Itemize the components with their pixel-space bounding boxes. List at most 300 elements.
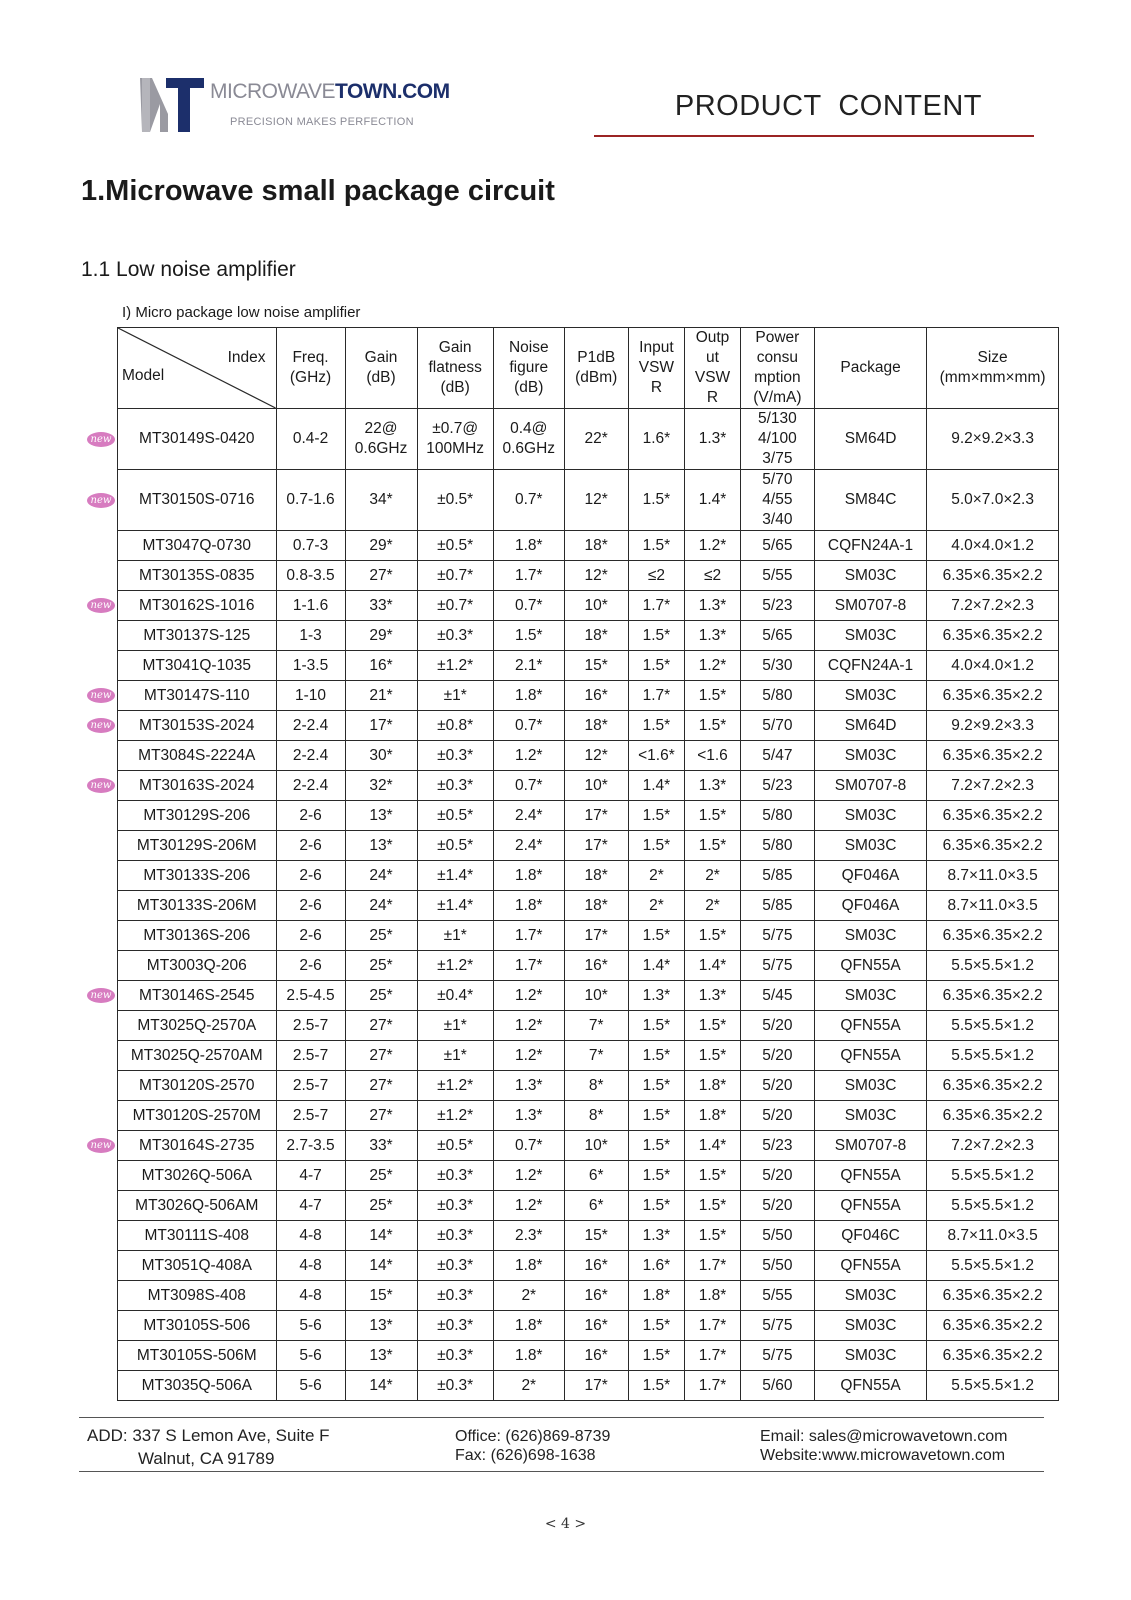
new-badge: new — [87, 778, 115, 793]
spec-cell: 25* — [345, 921, 417, 951]
spec-cell: 1.3* — [493, 1101, 564, 1131]
spec-cell: 1.5* — [628, 1071, 685, 1101]
spec-cell: 1.5* — [628, 1311, 685, 1341]
spec-cell: SM03C — [814, 1341, 926, 1371]
spec-cell: 16* — [564, 1341, 628, 1371]
spec-cell: 6.35×6.35×2.2 — [927, 1341, 1059, 1371]
spec-cell: 5.0×7.0×2.3 — [927, 470, 1059, 531]
spec-cell: 6.35×6.35×2.2 — [927, 741, 1059, 771]
table-row — [118, 831, 1059, 861]
spec-cell: 1.5* — [628, 1371, 685, 1401]
spec-cell: 1.6* — [628, 409, 685, 470]
spec-cell: 24* — [345, 861, 417, 891]
spec-cell: 1.5* — [628, 1041, 685, 1071]
model-cell: MT30120S-2570M — [118, 1101, 277, 1131]
spec-cell: SM03C — [814, 561, 926, 591]
spec-cell: 18* — [564, 891, 628, 921]
spec-cell: 4.0×4.0×1.2 — [927, 651, 1059, 681]
column-header-line: VSW — [638, 359, 675, 376]
spec-cell: 5/75 — [740, 951, 814, 981]
spec-cell: SM64D — [814, 711, 926, 741]
spec-cell: 1.5* — [493, 621, 564, 651]
spec-cell: 30* — [345, 741, 417, 771]
spec-cell: ±0.3* — [417, 1341, 493, 1371]
spec-cell: 2-2.4 — [276, 771, 345, 801]
spec-cell: ±0.5* — [417, 831, 493, 861]
spec-cell: ±1.4* — [417, 861, 493, 891]
spec-cell: 6* — [564, 1161, 628, 1191]
table-row — [118, 1311, 1059, 1341]
table-row — [118, 951, 1059, 981]
lna-spec-table — [117, 327, 1059, 1401]
spec-cell: 29* — [345, 621, 417, 651]
spec-cell: 1.5* — [628, 531, 685, 561]
spec-cell: 8* — [564, 1071, 628, 1101]
spec-cell: 5/55 — [740, 561, 814, 591]
spec-cell: 1.5* — [628, 801, 685, 831]
spec-cell: ±1* — [417, 681, 493, 711]
spec-cell: 16* — [345, 651, 417, 681]
spec-cell: 1.8* — [493, 891, 564, 921]
spec-cell: 33* — [345, 1131, 417, 1161]
spec-cell: 22* — [564, 409, 628, 470]
spec-cell: 10* — [564, 591, 628, 621]
spec-cell: 0.4@ 0.6GHz — [493, 409, 564, 470]
spec-cell: 2-6 — [276, 891, 345, 921]
table-row — [118, 981, 1059, 1011]
spec-cell: 2-6 — [276, 831, 345, 861]
spec-cell: ±0.5* — [417, 531, 493, 561]
spec-cell: 2* — [628, 891, 685, 921]
column-header-line: figure — [509, 359, 549, 376]
spec-cell: 6.35×6.35×2.2 — [927, 981, 1059, 1011]
spec-cell: 15* — [564, 1221, 628, 1251]
column-header-line: P1dB — [577, 349, 616, 366]
spec-cell: 6* — [564, 1191, 628, 1221]
column-header — [276, 328, 345, 409]
spec-cell: 2.5-4.5 — [276, 981, 345, 1011]
spec-cell: 27* — [345, 561, 417, 591]
spec-cell: 0.7* — [493, 1131, 564, 1161]
model-cell: MT30133S-206M — [118, 891, 277, 921]
spec-cell: 1-10 — [276, 681, 345, 711]
spec-cell: 1.3* — [685, 621, 741, 651]
spec-cell: 1.4* — [628, 951, 685, 981]
spec-cell: 5/85 — [740, 891, 814, 921]
spec-cell: 17* — [564, 921, 628, 951]
spec-cell: 13* — [345, 801, 417, 831]
spec-cell: 27* — [345, 1071, 417, 1101]
spec-cell: 1.5* — [685, 1161, 741, 1191]
model-cell: MT3003Q-206 — [118, 951, 277, 981]
column-header — [927, 328, 1059, 409]
spec-cell: 2.5-7 — [276, 1041, 345, 1071]
new-badge: new — [87, 432, 115, 447]
spec-cell: 5/20 — [740, 1101, 814, 1131]
spec-cell: ±0.3* — [417, 1281, 493, 1311]
spec-cell: 7.2×7.2×2.3 — [927, 1131, 1059, 1161]
spec-cell: 6.35×6.35×2.2 — [927, 831, 1059, 861]
spec-cell: 2-2.4 — [276, 711, 345, 741]
spec-cell: ±1* — [417, 1011, 493, 1041]
spec-cell: 6.35×6.35×2.2 — [927, 1311, 1059, 1341]
spec-cell: 8.7×11.0×3.5 — [927, 891, 1059, 921]
model-cell: MT30133S-206 — [118, 861, 277, 891]
model-cell: MT30147S-110 — [118, 681, 277, 711]
spec-cell: 1.5* — [685, 1041, 741, 1071]
spec-cell: <1.6* — [628, 741, 685, 771]
spec-cell: 18* — [564, 531, 628, 561]
spec-cell: 1.3* — [685, 409, 741, 470]
table-caption: I) Micro package low noise amplifier — [122, 304, 361, 321]
spec-cell: SM0707-8 — [814, 1131, 926, 1161]
table-row — [118, 681, 1059, 711]
spec-cell: 2.1* — [493, 651, 564, 681]
spec-cell: 1.5* — [685, 801, 741, 831]
table-row — [118, 921, 1059, 951]
spec-cell: 1.8* — [628, 1281, 685, 1311]
table-row — [118, 591, 1059, 621]
table-row — [118, 1071, 1059, 1101]
spec-cell: 1.7* — [493, 921, 564, 951]
spec-cell: 1.5* — [628, 921, 685, 951]
spec-cell: 5/75 — [740, 1311, 814, 1341]
spec-cell: 5.5×5.5×1.2 — [927, 1251, 1059, 1281]
footer-bottom-rule — [79, 1471, 1044, 1472]
spec-cell: 13* — [345, 1311, 417, 1341]
model-cell: MT3051Q-408A — [118, 1251, 277, 1281]
spec-cell: 7* — [564, 1011, 628, 1041]
spec-cell: 1.3* — [685, 981, 741, 1011]
spec-cell: 1.6* — [628, 1251, 685, 1281]
spec-cell: 16* — [564, 951, 628, 981]
model-cell: MT30129S-206 — [118, 801, 277, 831]
spec-cell: 0.4-2 — [276, 409, 345, 470]
table-row — [118, 771, 1059, 801]
model-cell: MT30135S-0835 — [118, 561, 277, 591]
column-header — [564, 328, 628, 409]
spec-cell: 1.2* — [685, 531, 741, 561]
spec-cell: 12* — [564, 741, 628, 771]
spec-cell: 5/80 — [740, 681, 814, 711]
page-heading: 1.Microwave small package circuit — [81, 175, 555, 207]
spec-cell: QF046A — [814, 861, 926, 891]
spec-cell: 1.4* — [685, 470, 741, 531]
column-header-line: Package — [840, 359, 901, 376]
spec-cell: 2* — [628, 861, 685, 891]
spec-cell: 5-6 — [276, 1371, 345, 1401]
spec-cell: 1.3* — [685, 591, 741, 621]
table-row — [118, 1251, 1059, 1281]
spec-cell: 1.5* — [628, 1101, 685, 1131]
spec-cell: 1.5* — [628, 1011, 685, 1041]
spec-cell: 2-6 — [276, 951, 345, 981]
spec-cell: 5/70 — [740, 711, 814, 741]
spec-cell: QF046C — [814, 1221, 926, 1251]
column-header — [345, 328, 417, 409]
spec-cell: 18* — [564, 711, 628, 741]
spec-cell: QFN55A — [814, 951, 926, 981]
spec-cell: 8.7×11.0×3.5 — [927, 1221, 1059, 1251]
model-cell: MT3084S-2224A — [118, 741, 277, 771]
column-header — [814, 328, 926, 409]
spec-cell: 0.7-3 — [276, 531, 345, 561]
spec-cell: 14* — [345, 1251, 417, 1281]
spec-cell: 1.3* — [628, 1221, 685, 1251]
spec-cell: 18* — [564, 861, 628, 891]
model-cell: MT30162S-1016 — [118, 591, 277, 621]
spec-cell: 5-6 — [276, 1311, 345, 1341]
spec-cell: 1.7* — [628, 591, 685, 621]
spec-cell: 6.35×6.35×2.2 — [927, 1281, 1059, 1311]
spec-cell: 2-6 — [276, 921, 345, 951]
spec-cell: ±0.5* — [417, 470, 493, 531]
spec-cell: 33* — [345, 591, 417, 621]
spec-cell: 6.35×6.35×2.2 — [927, 681, 1059, 711]
footer-office-phone: Office: (626)869-8739 — [455, 1428, 611, 1445]
spec-cell: QFN55A — [814, 1251, 926, 1281]
model-cell: MT30146S-2545 — [118, 981, 277, 1011]
spec-cell: 1.7* — [493, 561, 564, 591]
table-row — [118, 1011, 1059, 1041]
spec-cell: 2.4* — [493, 831, 564, 861]
spec-cell: 1.3* — [493, 1071, 564, 1101]
model-cell: MT30137S-125 — [118, 621, 277, 651]
spec-cell: 14* — [345, 1371, 417, 1401]
spec-cell: ±0.3* — [417, 1371, 493, 1401]
spec-cell: 2-6 — [276, 861, 345, 891]
spec-cell: 34* — [345, 470, 417, 531]
spec-cell: 0.7-1.6 — [276, 470, 345, 531]
model-cell: MT30163S-2024 — [118, 771, 277, 801]
logo-name-part-b: TOWN.COM — [335, 80, 450, 103]
model-cell: MT3025Q-2570AM — [118, 1041, 277, 1071]
spec-cell: 17* — [564, 831, 628, 861]
spec-cell: ±1.2* — [417, 1101, 493, 1131]
spec-cell: ±0.3* — [417, 1221, 493, 1251]
spec-cell: 2.7-3.5 — [276, 1131, 345, 1161]
table-row — [118, 711, 1059, 741]
spec-cell: 2-2.4 — [276, 741, 345, 771]
spec-cell: 10* — [564, 981, 628, 1011]
spec-cell: 32* — [345, 771, 417, 801]
column-header-line: (GHz) — [289, 369, 332, 386]
new-badge: new — [87, 718, 115, 733]
spec-cell: 1.5* — [685, 1011, 741, 1041]
table-row — [118, 1371, 1059, 1401]
spec-cell: 16* — [564, 1251, 628, 1281]
spec-cell: 6.35×6.35×2.2 — [927, 1101, 1059, 1131]
logo-wordmark — [210, 80, 450, 104]
spec-cell: 7* — [564, 1041, 628, 1071]
section-title: PRODUCT CONTENT — [674, 90, 982, 122]
spec-cell: 5.5×5.5×1.2 — [927, 1191, 1059, 1221]
spec-cell: ±0.5* — [417, 801, 493, 831]
spec-cell: SM03C — [814, 921, 926, 951]
spec-cell: 17* — [345, 711, 417, 741]
spec-cell: 13* — [345, 1341, 417, 1371]
column-header-line: Outp — [695, 329, 730, 346]
spec-cell: 1-3 — [276, 621, 345, 651]
model-cell: MT30136S-206 — [118, 921, 277, 951]
column-header — [628, 328, 685, 409]
column-header-line: Size — [977, 349, 1008, 366]
spec-cell: 5/20 — [740, 1161, 814, 1191]
spec-cell: 8.7×11.0×3.5 — [927, 861, 1059, 891]
spec-cell: 25* — [345, 951, 417, 981]
spec-cell: CQFN24A-1 — [814, 531, 926, 561]
new-badge: new — [87, 1138, 115, 1153]
new-badge: new — [87, 688, 115, 703]
model-cell: MT3035Q-506A — [118, 1371, 277, 1401]
logo-name-part-a: MICROWAVE — [210, 80, 335, 103]
spec-cell: 1.8* — [493, 681, 564, 711]
spec-cell: 10* — [564, 1131, 628, 1161]
spec-cell: ±0.5* — [417, 1131, 493, 1161]
spec-cell: 1.5* — [628, 1161, 685, 1191]
spec-cell: 2-6 — [276, 801, 345, 831]
spec-cell: 9.2×9.2×3.3 — [927, 711, 1059, 741]
header-divider — [594, 135, 1034, 137]
footer-address-line2: Walnut, CA 91789 — [138, 1449, 275, 1468]
spec-cell: QFN55A — [814, 1191, 926, 1221]
table-row — [118, 561, 1059, 591]
spec-cell: 0.8-3.5 — [276, 561, 345, 591]
spec-cell: 2.5-7 — [276, 1101, 345, 1131]
footer-website[interactable]: Website:www.microwavetown.com — [760, 1447, 1006, 1464]
spec-cell: 15* — [345, 1281, 417, 1311]
subsection-heading: 1.1 Low noise amplifier — [81, 258, 296, 281]
spec-cell: 5/65 — [740, 621, 814, 651]
spec-cell: 1.3* — [628, 981, 685, 1011]
spec-cell: 2.5-7 — [276, 1011, 345, 1041]
spec-cell: QFN55A — [814, 1041, 926, 1071]
spec-cell: SM03C — [814, 621, 926, 651]
spec-cell: 1.8* — [685, 1071, 741, 1101]
spec-cell: 1.2* — [493, 1011, 564, 1041]
spec-cell: 1.5* — [628, 831, 685, 861]
spec-cell: 4-8 — [276, 1281, 345, 1311]
spec-cell: 5-6 — [276, 1341, 345, 1371]
column-header-line: VSW — [694, 369, 731, 386]
spec-cell: QFN55A — [814, 1371, 926, 1401]
spec-cell: 0.7* — [493, 711, 564, 741]
spec-cell: 2* — [685, 891, 741, 921]
model-cell: MT30129S-206M — [118, 831, 277, 861]
spec-cell: 5/60 — [740, 1371, 814, 1401]
table-row — [118, 1341, 1059, 1371]
spec-cell: 5.5×5.5×1.2 — [927, 1161, 1059, 1191]
column-header-line: (mm×mm×mm) — [939, 369, 1046, 386]
spec-cell: 1.8* — [685, 1281, 741, 1311]
spec-cell: 5/23 — [740, 591, 814, 621]
spec-cell: 5/20 — [740, 1071, 814, 1101]
column-header-line: Noise — [508, 339, 549, 356]
spec-cell: 15* — [564, 651, 628, 681]
table-row — [118, 651, 1059, 681]
spec-cell: 1.2* — [493, 741, 564, 771]
spec-cell: 5/75 — [740, 921, 814, 951]
table-row — [118, 1221, 1059, 1251]
spec-cell: ±0.3* — [417, 1251, 493, 1281]
spec-cell: 5/75 — [740, 1341, 814, 1371]
spec-cell: 1.5* — [685, 1221, 741, 1251]
column-header-line: R — [706, 389, 719, 406]
spec-cell: 1.4* — [628, 771, 685, 801]
spec-cell: 5/30 — [740, 651, 814, 681]
spec-cell: ±0.8* — [417, 711, 493, 741]
spec-cell: ≤2 — [628, 561, 685, 591]
model-cell: MT30164S-2735 — [118, 1131, 277, 1161]
spec-cell: 14* — [345, 1221, 417, 1251]
spec-cell: ±0.3* — [417, 1311, 493, 1341]
spec-cell: 1.8* — [493, 531, 564, 561]
table-row — [118, 1101, 1059, 1131]
model-cell: MT30149S-0420 — [118, 409, 277, 470]
table-row — [118, 409, 1059, 470]
footer-email[interactable]: Email: sales@microwavetown.com — [760, 1428, 1008, 1445]
header-model-label: Model — [122, 367, 165, 384]
spec-cell: 5/45 — [740, 981, 814, 1011]
spec-cell: 1.2* — [493, 1161, 564, 1191]
spec-cell: 25* — [345, 1191, 417, 1221]
logo-tagline: PRECISION MAKES PERFECTION — [230, 116, 414, 128]
column-header — [493, 328, 564, 409]
spec-cell: 17* — [564, 801, 628, 831]
spec-cell: 1.3* — [685, 771, 741, 801]
spec-cell: 5/80 — [740, 831, 814, 861]
column-header-line: flatness — [428, 359, 482, 376]
spec-cell: SM03C — [814, 831, 926, 861]
spec-cell: SM03C — [814, 1071, 926, 1101]
spec-cell: 0.7* — [493, 771, 564, 801]
spec-cell: 0.7* — [493, 470, 564, 531]
spec-cell: 1.7* — [685, 1251, 741, 1281]
spec-cell: 5.5×5.5×1.2 — [927, 1371, 1059, 1401]
column-header-line: Freq. — [292, 349, 329, 366]
column-header — [417, 328, 493, 409]
spec-cell: QFN55A — [814, 1011, 926, 1041]
spec-cell: SM03C — [814, 681, 926, 711]
spec-cell: 1.7* — [685, 1341, 741, 1371]
spec-cell: CQFN24A-1 — [814, 651, 926, 681]
spec-cell: ±0.7@ 100MHz — [417, 409, 493, 470]
table-row — [118, 861, 1059, 891]
spec-cell: 4.0×4.0×1.2 — [927, 531, 1059, 561]
spec-cell: 1.7* — [685, 1311, 741, 1341]
spec-cell: 1.5* — [628, 621, 685, 651]
spec-cell: 1.5* — [628, 470, 685, 531]
spec-cell: 17* — [564, 1371, 628, 1401]
model-cell: MT30105S-506M — [118, 1341, 277, 1371]
spec-cell: 5/65 — [740, 531, 814, 561]
column-header-line: R — [650, 379, 663, 396]
spec-cell: ±1.2* — [417, 1071, 493, 1101]
spec-cell: 5/80 — [740, 801, 814, 831]
spec-cell: 1.7* — [493, 951, 564, 981]
spec-cell: 1.8* — [493, 1341, 564, 1371]
column-header-line: ut — [706, 349, 719, 366]
spec-cell: 4-8 — [276, 1221, 345, 1251]
column-header-line: (dB) — [366, 369, 396, 386]
spec-cell: 2.4* — [493, 801, 564, 831]
spec-cell: 5/50 — [740, 1221, 814, 1251]
new-badge: new — [87, 988, 115, 1003]
spec-cell: 2* — [685, 861, 741, 891]
spec-cell: 21* — [345, 681, 417, 711]
spec-cell: 1.5* — [628, 1131, 685, 1161]
model-cell: MT30153S-2024 — [118, 711, 277, 741]
